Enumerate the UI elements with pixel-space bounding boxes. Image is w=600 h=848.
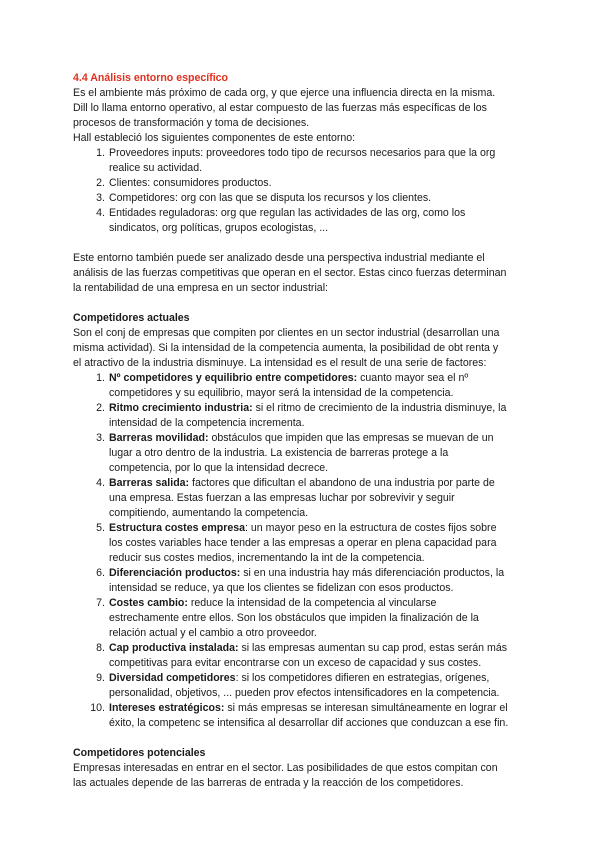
subheading-competidores-potenciales: Competidores potenciales [73, 747, 206, 759]
list-line: éxito, la competenc se intensifica al desarrollar dif acciones que conduzcan a ese fin. [109, 717, 509, 729]
factor-term: Estructura costes empresa [109, 522, 246, 534]
list-item [73, 521, 540, 566]
factor-text: si en una industria hay más diferenciación productos, la [240, 567, 505, 579]
intro-line: Dill lo llama entorno operativo, al estar compuesto de las fuerzas más específicas de los [73, 102, 487, 114]
list-number: 4. [96, 477, 105, 489]
subheading-competidores-actuales: Competidores actuales [73, 312, 190, 324]
list-line: competitivas para evitar encontrarse con un exceso de capacidad y sus costes. [109, 657, 482, 669]
intro-line: Es el ambiente más próximo de cada org, y que ejerce una influencia directa en la misma. [73, 87, 496, 99]
list-line: Competidores: org con las que se disputa los recursos y los clientes. [109, 192, 432, 204]
paragraph-line: la rentabilidad de una empresa en un sector industrial: [73, 282, 328, 294]
list-line: sindicatos, org políticas, grupos ecologistas, ... [109, 222, 329, 234]
list-line: los costes variables hace tender a las empresas a operar en plena capacidad para [109, 537, 497, 549]
list-line: una empresa. Estas fuerzan a las empresas luchar por sobrevivir y seguir [109, 492, 455, 504]
list-line: relación actual y el cambio a otro proveedor. [109, 627, 317, 639]
list-number: 5. [96, 522, 105, 534]
list-line: compitiendo, aumentando la competencia. [109, 507, 309, 519]
list-line [109, 566, 540, 581]
list-line: Entidades reguladoras: org que regulan las actividades de las org, como los [109, 207, 466, 219]
document-body [73, 71, 540, 791]
paragraph-line: misma actividad). Si la intensidad de la competencia aumenta, la posibilidad de obt renta y [73, 342, 499, 354]
list-number: 1. [96, 372, 105, 384]
list-line: estrechamente entre ellos. Son los obstáculos que impiden la finalización de la [109, 612, 479, 624]
factors-list [73, 371, 540, 731]
list-number: 3. [96, 432, 105, 444]
factor-term: Cap productiva instalada: [109, 642, 239, 654]
factor-term: Nº competidores y equilibrio entre competidores: [109, 372, 358, 384]
list-item [73, 146, 540, 176]
list-number: 8. [96, 642, 105, 654]
list-item [73, 566, 540, 596]
factor-text: si el ritmo de crecimiento de la industria disminuye, la [252, 402, 507, 414]
list-item [73, 401, 540, 431]
intro-line: procesos de transformación y toma de decisiones. [73, 117, 310, 129]
list-item [73, 431, 540, 476]
list-line [109, 401, 540, 416]
actuales-paragraph [73, 326, 540, 371]
factor-term: Diversidad competidores [109, 672, 236, 684]
industrial-paragraph [73, 251, 540, 296]
list-line [109, 701, 540, 716]
factor-text: cuanto mayor sea el nº [357, 372, 469, 384]
list-number: 2. [96, 402, 105, 414]
paragraph-line: análisis de las fuerzas competitivas que operan en el sector. Estas cinco fuerzas determinan [73, 267, 507, 279]
list-item [73, 701, 540, 731]
list-line: personalidad, objetivos, ... pueden prov efectos intensificadores en la competencia. [109, 687, 500, 699]
intro-paragraph [73, 86, 540, 146]
factor-text: si las empresas aumentan su cap prod, estas serán más [238, 642, 508, 654]
factor-term: Barreras salida: [109, 477, 190, 489]
list-number: 7. [96, 597, 105, 609]
paragraph-gap [73, 296, 540, 311]
list-number: 4. [96, 207, 105, 219]
list-line: intensidad de la competencia incrementa. [109, 417, 305, 429]
list-item [73, 641, 540, 671]
list-item [73, 191, 540, 206]
list-number: 10. [90, 702, 105, 714]
list-line [109, 671, 540, 686]
list-line: realice su actividad. [109, 162, 203, 174]
list-line [109, 371, 540, 386]
list-line [109, 431, 540, 446]
factor-text: factores que dificultan el abandono de una industria por parte de [189, 477, 495, 489]
paragraph-gap [73, 236, 540, 251]
list-line: competidores y su equilibrio, mayor será la intensidad de la competencia. [109, 387, 454, 399]
list-number: 3. [96, 192, 105, 204]
list-line: competencia, por lo que la intensidad decrece. [109, 462, 329, 474]
list-line [109, 641, 540, 656]
paragraph-gap [73, 731, 540, 746]
factor-term: Costes cambio: [109, 597, 188, 609]
paragraph-line: Este entorno también puede ser analizado desde una perspectiva industrial mediante el [73, 252, 485, 264]
paragraph-line: las actuales depende de las barreras de entrada y la reacción de los competidores. [73, 777, 464, 789]
components-list [73, 146, 540, 236]
section-title: 4.4 Análisis entorno específico [73, 72, 229, 84]
list-number: 9. [96, 672, 105, 684]
factor-text: si más empresas se interesan simultáneamente en lograr el [224, 702, 508, 714]
paragraph-line: Son el conj de empresas que compiten por clientes en un sector industrial (desarrollan una [73, 327, 500, 339]
list-number: 2. [96, 177, 105, 189]
list-number: 6. [96, 567, 105, 579]
factor-term: Ritmo crecimiento industria: [109, 402, 253, 414]
list-line [109, 596, 540, 611]
list-item [73, 176, 540, 191]
list-line [109, 476, 540, 491]
list-line: reducir sus costes medios, incrementando la int de la competencia. [109, 552, 425, 564]
list-line [109, 521, 540, 536]
factor-term: Barreras movilidad: [109, 432, 209, 444]
list-item [73, 476, 540, 521]
potenciales-paragraph [73, 761, 540, 791]
factor-text: : si los competidores difieren en estrategias, orígenes, [235, 672, 490, 684]
list-item [73, 371, 540, 401]
list-line: Clientes: consumidores productos. [109, 177, 272, 189]
factor-text: obstáculos que impiden que las empresas se muevan de un [208, 432, 494, 444]
factor-term: Intereses estratégicos: [109, 702, 225, 714]
factor-text: reduce la intensidad de la competencia al vincularse [187, 597, 437, 609]
paragraph-line: Empresas interesadas en entrar en el sector. Las posibilidades de que estos compitan con [73, 762, 498, 774]
factor-text: : un mayor peso en la estructura de costes fijos sobre [245, 522, 497, 534]
intro-line: Hall estableció los siguientes componentes de este entorno: [73, 132, 356, 144]
list-line: Proveedores inputs: proveedores todo tipo de recursos necesarios para que la org [109, 147, 496, 159]
list-item [73, 671, 540, 701]
list-number: 1. [96, 147, 105, 159]
paragraph-line: el atractivo de la industria disminuye. La intensidad es el result de una serie de factores: [73, 357, 487, 369]
list-line: intensidad se reduce, ya que los clientes se fidelizan con esos productos. [109, 582, 454, 594]
list-item [73, 596, 540, 641]
list-item [73, 206, 540, 236]
list-line: lugar a otro dentro de la industria. La existencia de barreras protege a la [109, 447, 449, 459]
factor-term: Diferenciación productos: [109, 567, 241, 579]
